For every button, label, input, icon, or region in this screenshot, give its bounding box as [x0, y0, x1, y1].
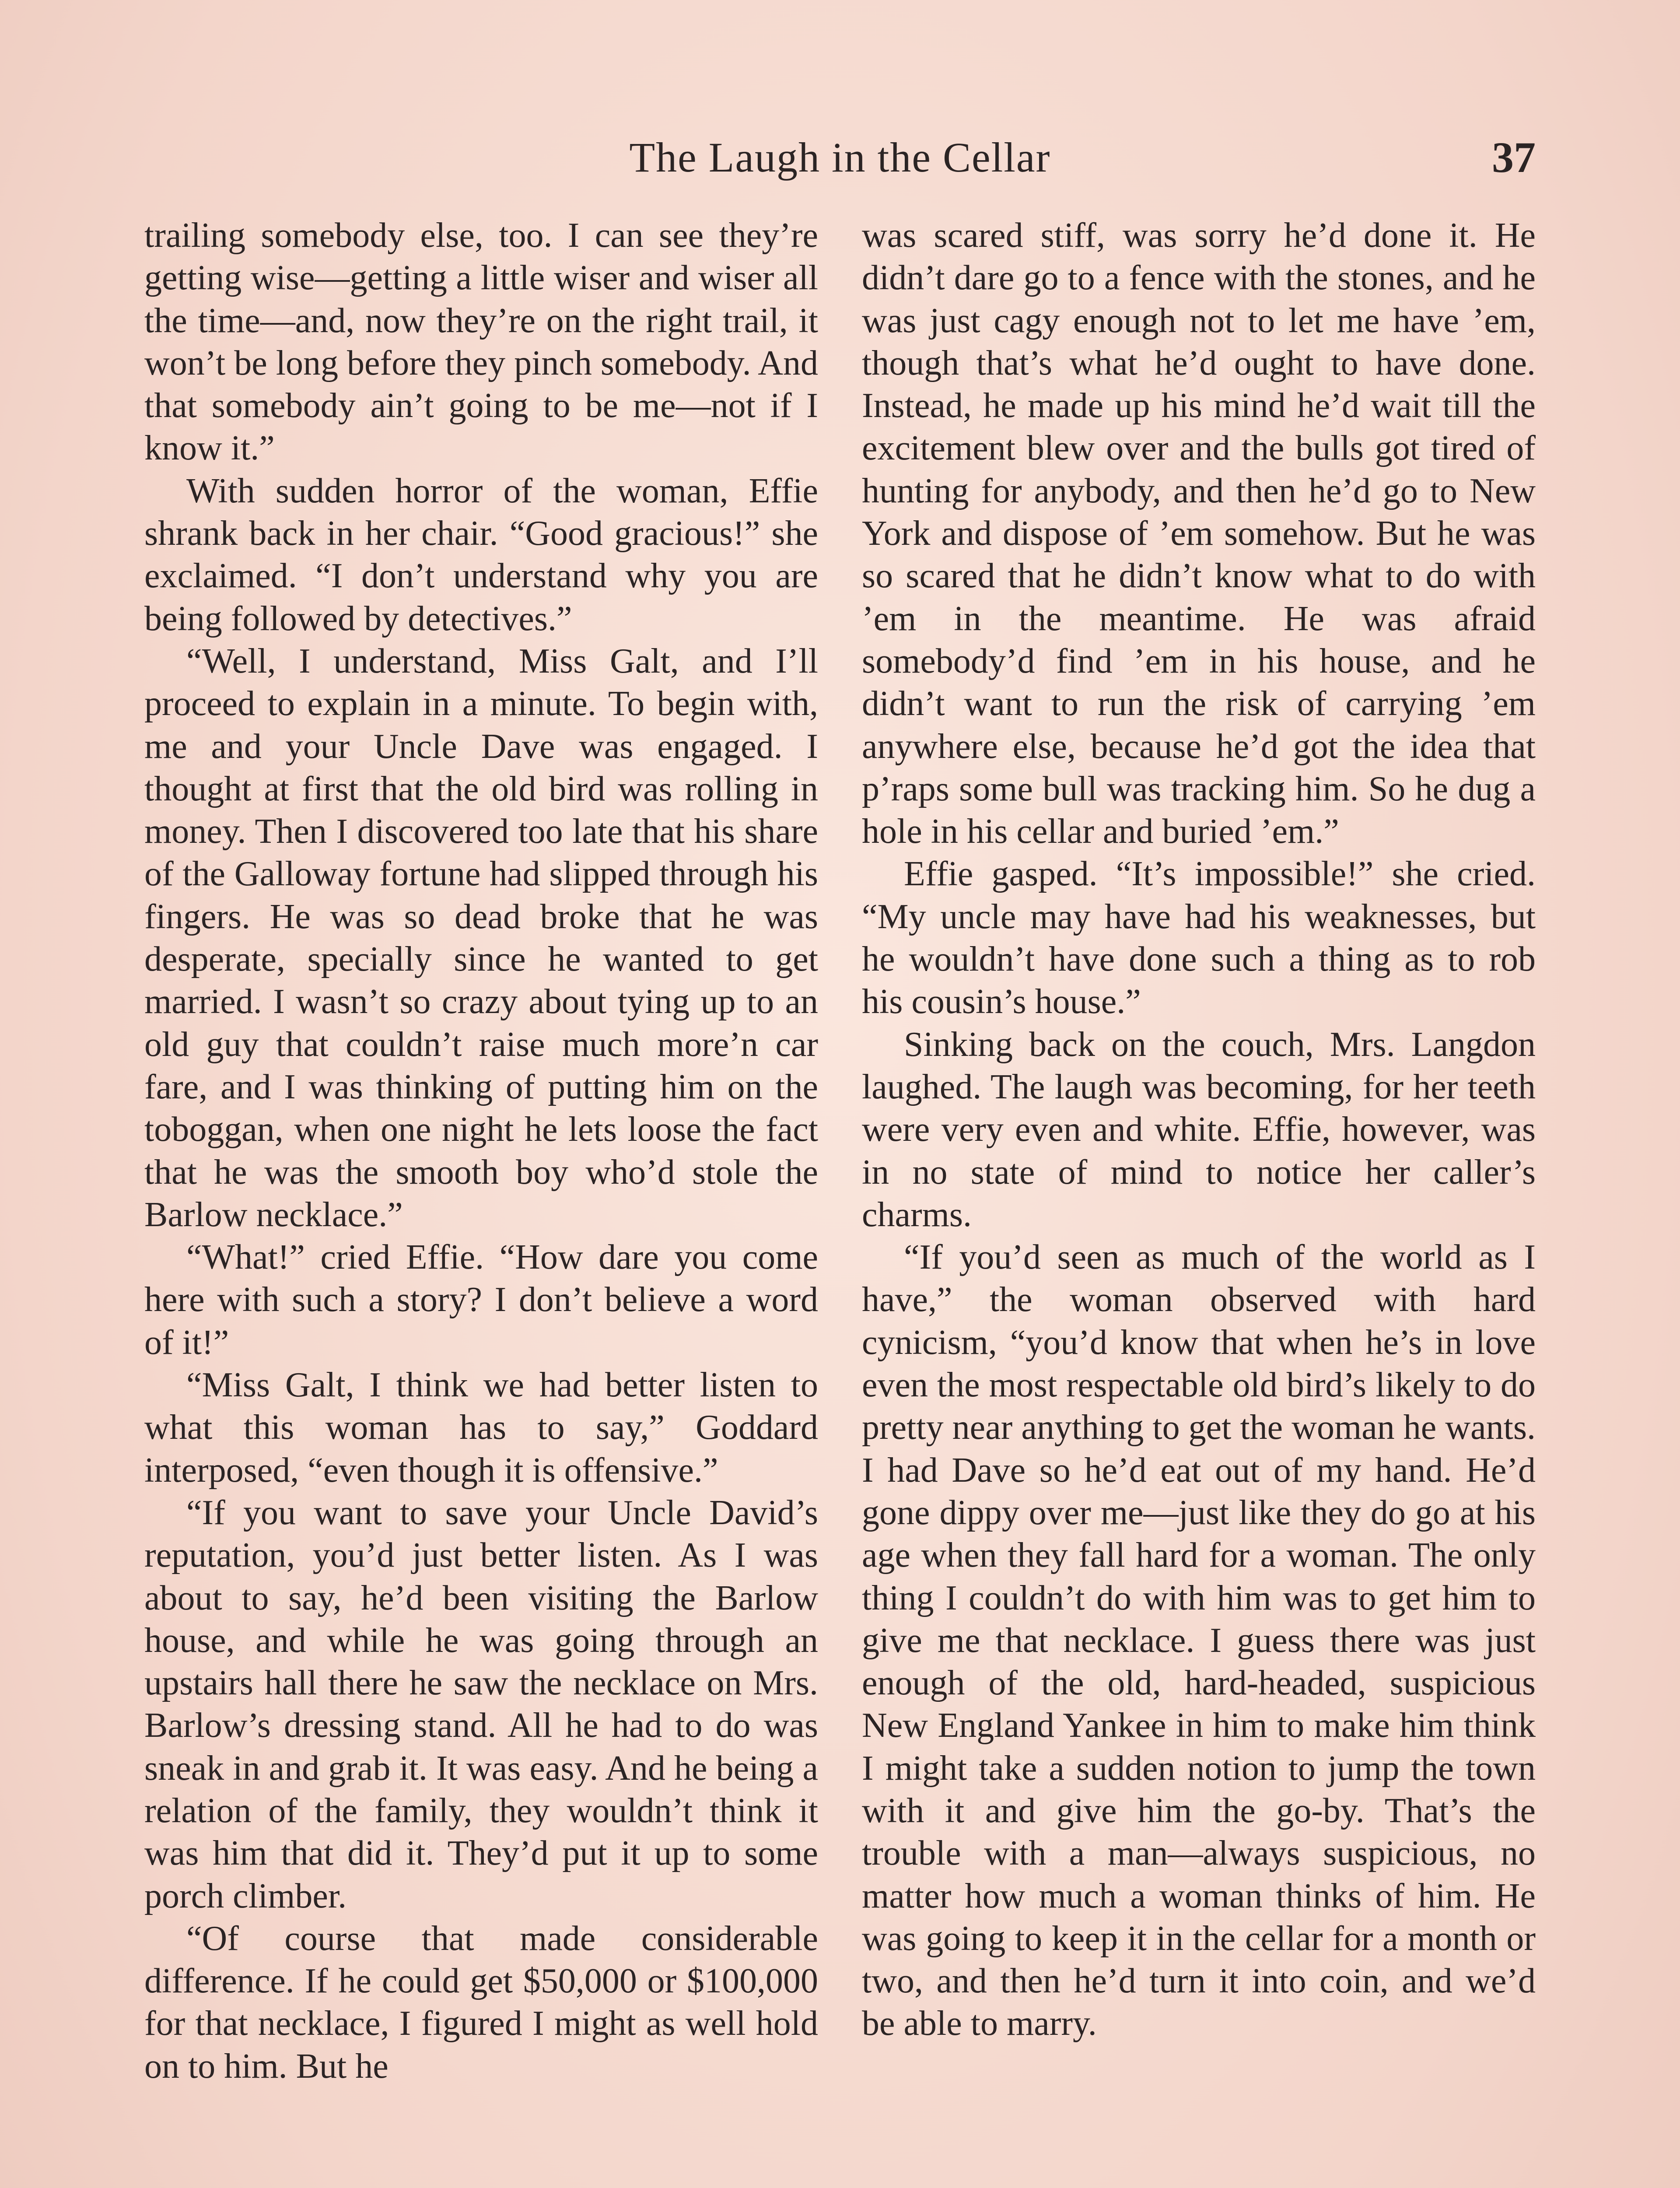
- left-column: [144, 214, 818, 2088]
- page-header: [144, 127, 1536, 197]
- page-number: 37: [1492, 133, 1536, 182]
- paragraph: With sudden horror of the woman, Effie shrank back in her chair. “Good gracious!” she exclaimed. “I don’t understand why you are being followed by detectives.”: [144, 471, 818, 638]
- right-column: [862, 214, 1536, 2045]
- paragraph: Effie gasped. “It’s impossible!” she cried. “My uncle may have had his weaknesses, but he wouldn’t have done such a thing as to rob his cousin’s house.”: [862, 855, 1536, 1021]
- paragraph: trailing somebody else, too. I can see they’re getting wise—getting a little wiser and wiser all the time—and, now they’re on the right trail, it won’t be long before they pinch somebody. And that somebody ain’t going to be me—not if I know it.”: [144, 216, 818, 468]
- paragraph: “Well, I understand, Miss Galt, and I’ll proceed to explain in a minute. To begin with, me and your Uncle Dave was engaged. I thought at first that the old bird was rolling in money. Then I discovered too late that his share of the Galloway fortune had slipped through his fingers. He was so dead broke that he was desperate, specially since he wanted to get married. I wasn’t so crazy about tying up to an old guy that couldn’t raise much more’n car fare, and I was thinking of putting him on the toboggan, when one night he lets loose the fact that he was the smooth boy who’d stole the Barlow necklace.”: [144, 642, 818, 1234]
- paragraph: was scared stiff, was sorry he’d done it. He didn’t dare go to a fence with the stones, and he was just cagy enough not to let me have ’em, though that’s what he’d ought to have done. Instead, he made up his mind he’d wait till the excitement blew over and the bulls got tired of hunting for anybody, and then he’d go to New York and dispose of ’em somehow. But he was so scared that he didn’t know what to do with ’em in the meantime. He was afraid somebody’d find ’em in his house, and he didn’t want to run the risk of carrying ’em anywhere else, because he’d got the idea that p’raps some bull was tracking him. So he dug a hole in his cellar and buried ’em.”: [862, 216, 1536, 851]
- paragraph: “Of course that made considerable difference. If he could get $50,000 or $100,000 for that necklace, I figured I might as well hold on to him. But he: [144, 1919, 818, 2086]
- paragraph: “If you want to save your Uncle David’s reputation, you’d just better listen. As I was about to say, he’d been visiting the Barlow house, and while he was going through an upstairs hall there he saw the necklace on Mrs. Barlow’s dressing stand. All he had to do was sneak in and grab it. It was easy. And he being a relation of the family, they wouldn’t think it was him that did it. They’d put it up to some porch climber.: [144, 1493, 818, 1915]
- paragraph: “Miss Galt, I think we had better listen to what this woman has to say,” Goddard interposed, “even though it is offensive.”: [144, 1366, 818, 1490]
- paragraph: “If you’d seen as much of the world as I have,” the woman observed with hard cynicism, “you’d know that when he’s in love even the most respectable old bird’s likely to do pretty near anything to get the woman he wants. I had Dave so he’d eat out of my hand. He’d gone dippy over me—just like they do go at his age when they fall hard for a woman. The only thing I couldn’t do with him was to get him to give me that necklace. I guess there was just enough of the old, hard-headed, suspicious New England Yankee in him to make him think I might take a sudden notion to jump the town with it and give him the go-by. That’s the trouble with a man—always suspicious, no matter how much a woman thinks of him. He was going to keep it in the cellar for a month or two, and then he’d turn it into coin, and we’d be able to marry.: [862, 1238, 1536, 2043]
- paragraph: Sinking back on the couch, Mrs. Langdon laughed. The laugh was becoming, for her teeth were very even and white. Effie, however, was in no state of mind to notice her caller’s charms.: [862, 1025, 1536, 1234]
- running-title: The Laugh in the Cellar: [629, 134, 1051, 181]
- paragraph: “What!” cried Effie. “How dare you come here with such a story? I don’t believe a word of it!”: [144, 1238, 818, 1362]
